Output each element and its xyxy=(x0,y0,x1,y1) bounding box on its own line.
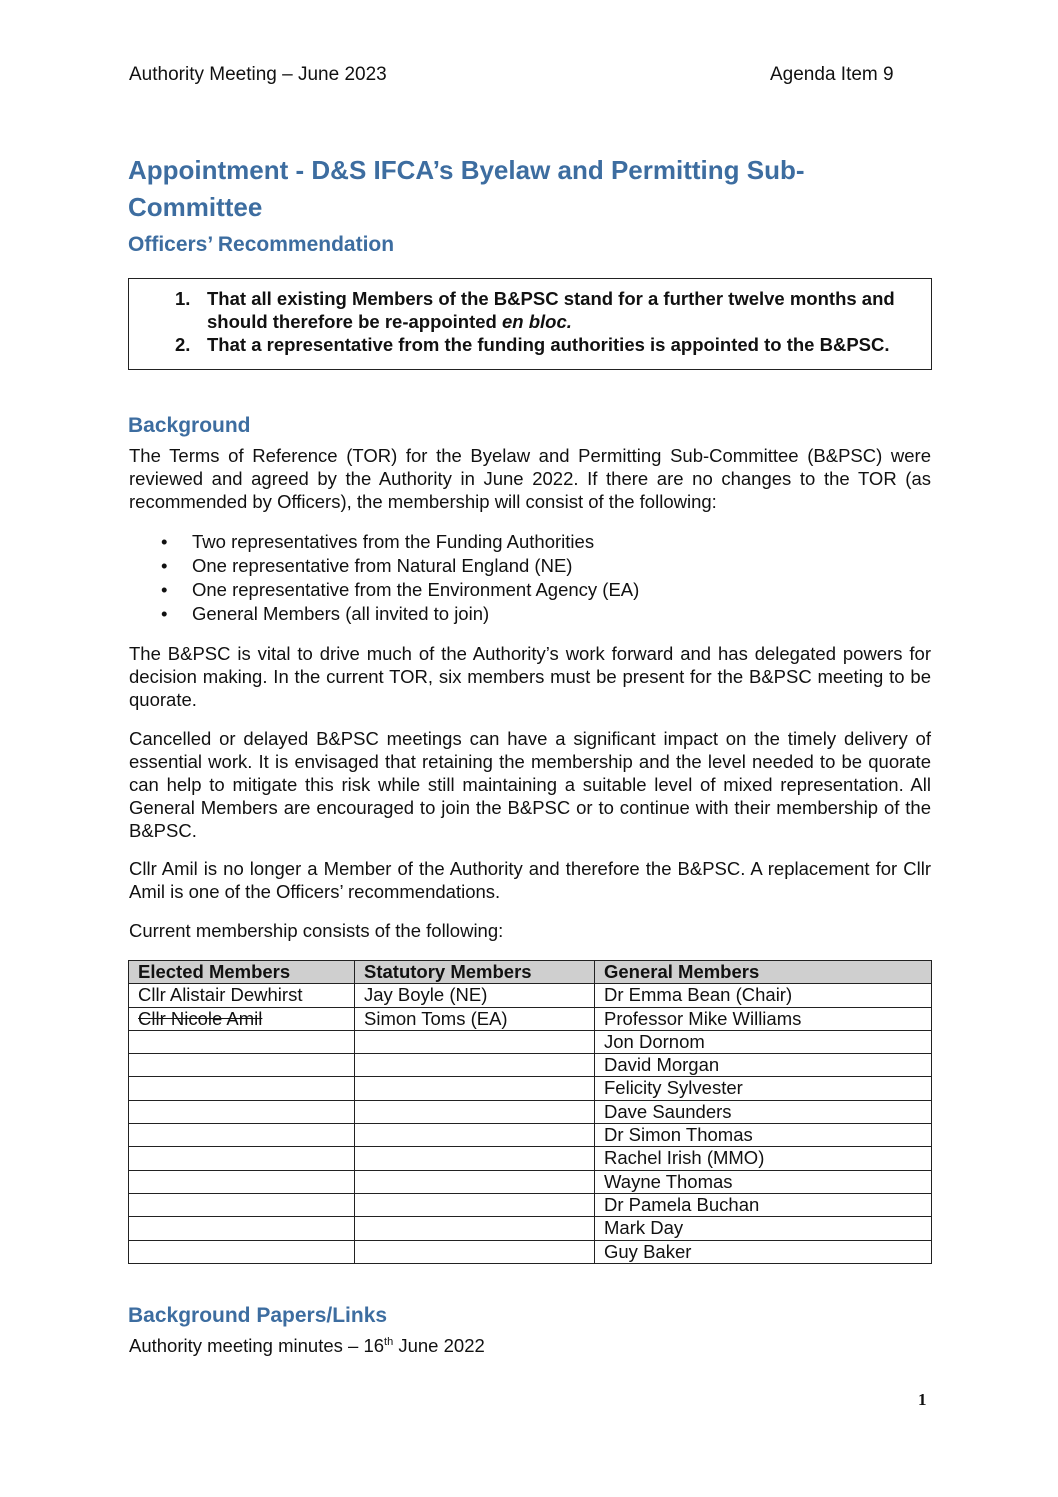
table-cell: Jay Boyle (NE) xyxy=(355,984,595,1007)
recommendation-number: 2. xyxy=(175,334,191,355)
link-text: Authority meeting minutes – 16 xyxy=(129,1335,385,1356)
table-cell xyxy=(355,1240,595,1263)
table-row xyxy=(129,1170,932,1193)
table-cell xyxy=(355,1030,595,1053)
bullet-text: One representative from the Environment Agency (EA) xyxy=(192,579,640,600)
table-row xyxy=(129,1240,932,1263)
table-row xyxy=(129,1100,932,1123)
membership-table xyxy=(128,960,932,1264)
table-row xyxy=(129,1124,932,1147)
table-cell: Rachel Irish (MMO) xyxy=(595,1147,932,1170)
recommendation-item xyxy=(175,333,931,356)
table-row xyxy=(129,1054,932,1077)
background-intro: The Terms of Reference (TOR) for the Byelaw and Permitting Sub-Committee (B&PSC) were reviewed and agreed by the Authority in June 2022. If there are no changes to the TOR (as recommended by Officers), the membership will consist of the following: xyxy=(129,445,931,512)
recommendation-italic-text: en bloc. xyxy=(502,311,572,332)
table-cell xyxy=(129,1077,355,1100)
link-text: June 2022 xyxy=(393,1335,485,1356)
column-header-elected: Elected Members xyxy=(129,961,355,984)
header-agenda-item: Agenda Item 9 xyxy=(770,64,894,85)
table-cell-struck xyxy=(129,1007,355,1030)
recommendation-text: That all existing Members of the B&PSC stand for a further twelve months and should therefore be re-appointed xyxy=(207,288,895,332)
bullet-item xyxy=(129,554,639,578)
bullet-icon: • xyxy=(161,531,168,552)
page-title: Appointment - D&S IFCA’s Byelaw and Permitting Sub-Committee xyxy=(128,155,805,222)
table-row xyxy=(129,1077,932,1100)
table-cell xyxy=(355,1217,595,1240)
table-row xyxy=(129,1030,932,1053)
column-header-statutory: Statutory Members xyxy=(355,961,595,984)
link-ordinal-suffix: th xyxy=(384,1335,394,1348)
table-cell: David Morgan xyxy=(595,1054,932,1077)
table-cell xyxy=(129,1193,355,1216)
recommendation-box xyxy=(128,278,932,370)
table-row xyxy=(129,1217,932,1240)
bullet-icon: • xyxy=(161,555,168,576)
table-cell xyxy=(129,1054,355,1077)
background-paragraph: Cllr Amil is no longer a Member of the Authority and therefore the B&PSC. A replacement for Cllr Amil is one of the Officers’ recommendations. xyxy=(129,858,931,902)
table-cell xyxy=(129,1030,355,1053)
table-cell: Mark Day xyxy=(595,1217,932,1240)
recommendation-item xyxy=(175,287,931,333)
recommendation-heading: Officers’ Recommendation xyxy=(128,233,395,256)
table-header-row xyxy=(129,961,932,984)
table-row xyxy=(129,1193,932,1216)
page-number: 1 xyxy=(918,1390,927,1409)
table-cell xyxy=(355,1170,595,1193)
table-cell xyxy=(129,1170,355,1193)
bullet-item xyxy=(129,578,639,602)
bullet-item xyxy=(129,602,639,626)
table-cell: Jon Dornom xyxy=(595,1030,932,1053)
recommendation-text: That a representative from the funding authorities is appointed to the B&PSC. xyxy=(207,334,890,355)
bullet-text: One representative from Natural England (NE) xyxy=(192,555,573,576)
background-paragraph: Current membership consists of the following: xyxy=(129,920,504,941)
table-cell: Dr Simon Thomas xyxy=(595,1124,932,1147)
recommendation-number: 1. xyxy=(175,288,191,309)
table-cell xyxy=(355,1100,595,1123)
table-cell: Dr Pamela Buchan xyxy=(595,1193,932,1216)
bullet-item xyxy=(129,530,639,554)
table-cell xyxy=(129,1217,355,1240)
table-row xyxy=(129,984,932,1007)
column-header-general: General Members xyxy=(595,961,932,984)
table-cell: Felicity Sylvester xyxy=(595,1077,932,1100)
table-cell xyxy=(355,1124,595,1147)
table-row xyxy=(129,1007,932,1030)
table-cell xyxy=(129,1124,355,1147)
background-papers-link[interactable] xyxy=(129,1334,931,1357)
background-paragraph: Cancelled or delayed B&PSC meetings can have a significant impact on the timely delivery of essential work. It is envisaged that retaining the membership and the level needed to be quorate can help to mitigate this risk while still maintaining a suitable level of mixed representation. All General Members are encouraged to join the B&PSC or to continue with their membership of the B&PSC. xyxy=(129,728,931,841)
table-cell: Dave Saunders xyxy=(595,1100,932,1123)
table-cell: Cllr Alistair Dewhirst xyxy=(129,984,355,1007)
struck-member-name: Cllr Nicole Amil xyxy=(138,1007,263,1029)
table-cell: Dr Emma Bean (Chair) xyxy=(595,984,932,1007)
table-cell xyxy=(355,1147,595,1170)
recommendation-list xyxy=(175,287,931,356)
table-cell xyxy=(355,1077,595,1100)
background-paragraph: The B&PSC is vital to drive much of the Authority’s work forward and has delegated powers for decision making. In the current TOR, six members must be present for the B&PSC meeting to be quorate. xyxy=(129,643,931,710)
table-cell xyxy=(129,1240,355,1263)
bullet-text: General Members (all invited to join) xyxy=(192,603,490,624)
bullet-icon: • xyxy=(161,579,168,600)
table-cell: Wayne Thomas xyxy=(595,1170,932,1193)
background-papers-heading: Background Papers/Links xyxy=(128,1304,388,1327)
bullet-icon: • xyxy=(161,603,168,624)
table-cell: Guy Baker xyxy=(595,1240,932,1263)
background-heading: Background xyxy=(128,414,251,437)
table-cell xyxy=(355,1193,595,1216)
membership-bullet-list xyxy=(129,530,639,626)
table-row xyxy=(129,1147,932,1170)
table-cell: Simon Toms (EA) xyxy=(355,1007,595,1030)
table-cell xyxy=(129,1147,355,1170)
table-cell: Professor Mike Williams xyxy=(595,1007,932,1030)
table-cell xyxy=(129,1100,355,1123)
table-cell xyxy=(355,1054,595,1077)
header-meeting-title: Authority Meeting – June 2023 xyxy=(129,64,387,85)
bullet-text: Two representatives from the Funding Authorities xyxy=(192,531,595,552)
